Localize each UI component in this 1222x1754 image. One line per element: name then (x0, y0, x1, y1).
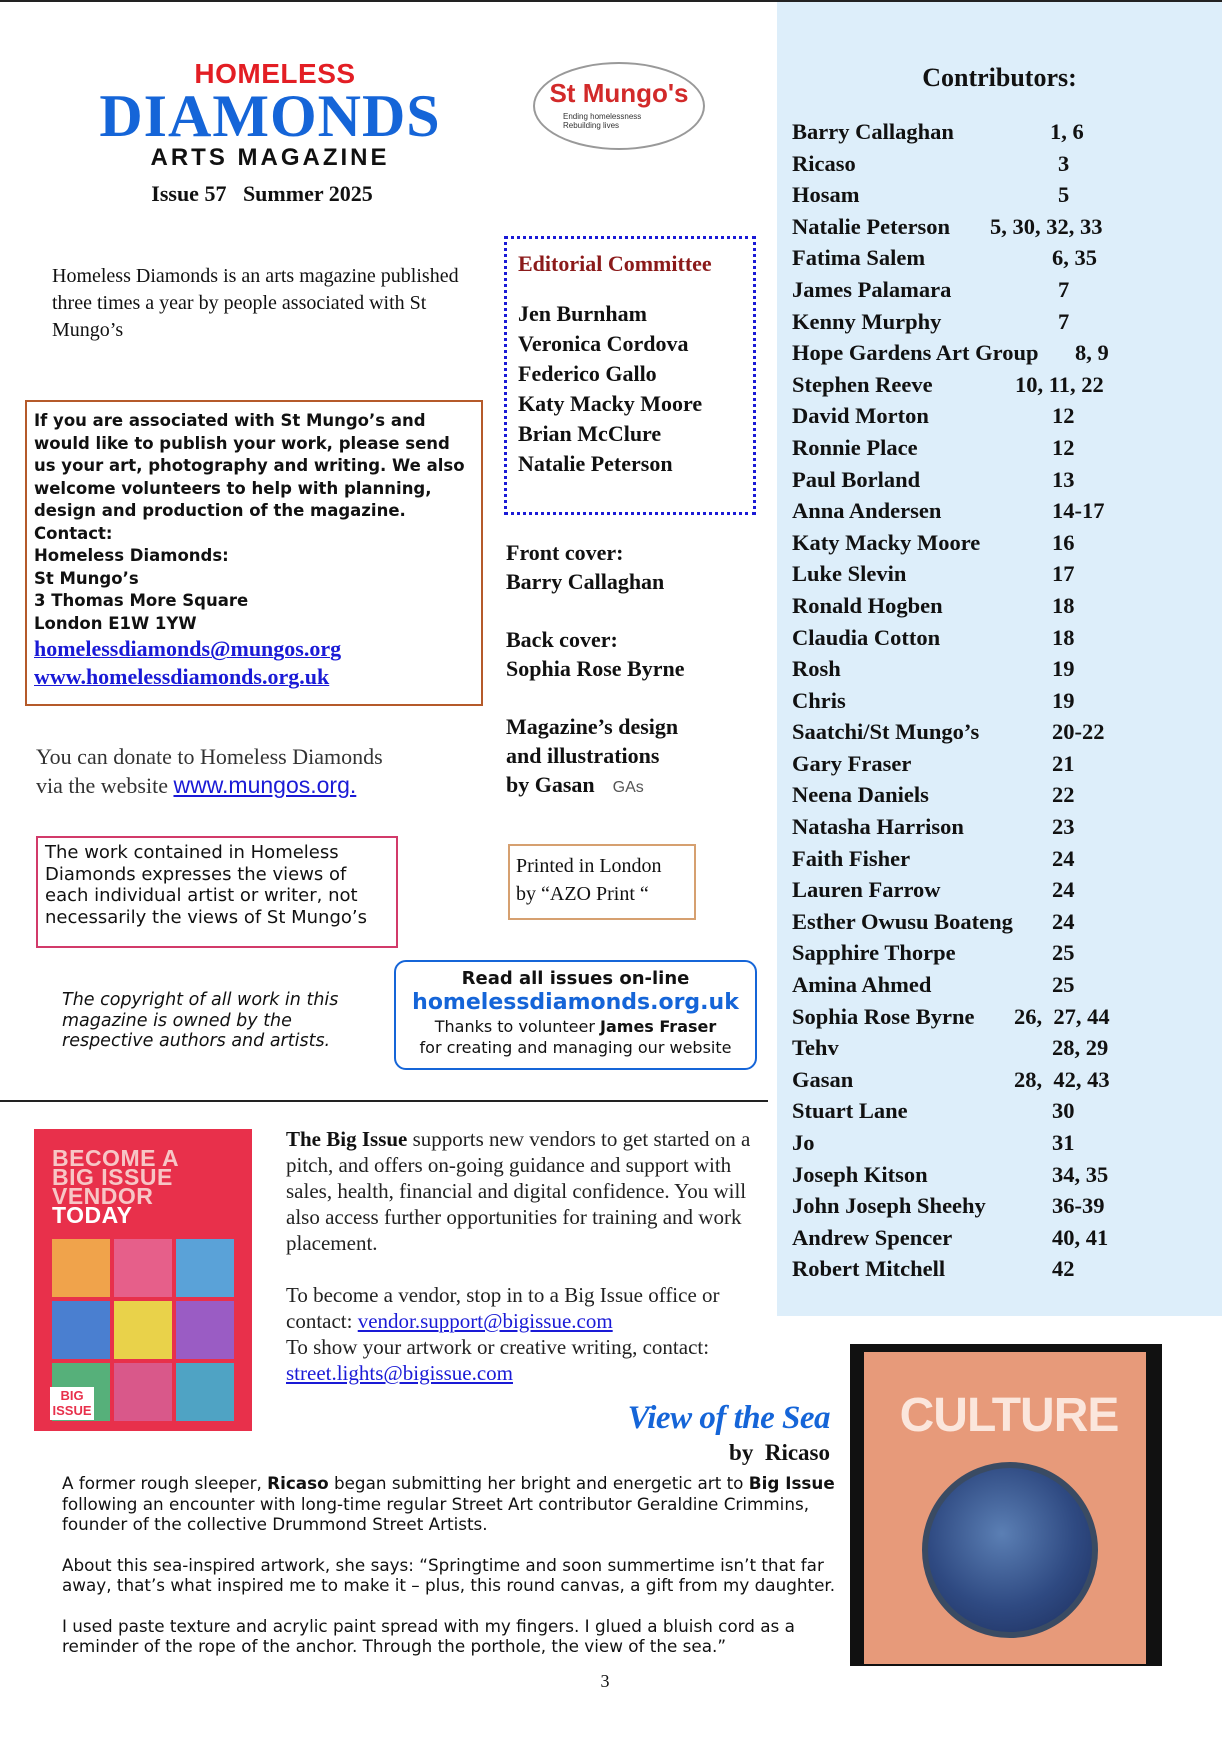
volunteer-thanks (400, 1016, 751, 1037)
contributor-row (792, 151, 1222, 183)
tagline-line: Ending homelessness (563, 112, 642, 121)
contributor-pages: 20-22 (1052, 719, 1105, 745)
contributor-row (792, 782, 1222, 814)
contributor-row (792, 561, 1222, 593)
contributor-pages: 21 (1052, 750, 1075, 776)
contributor-row (792, 877, 1222, 909)
contributor-pages: 5 (1058, 182, 1070, 208)
address-line: 3 Thomas More Square (34, 591, 249, 610)
contributor-pages: 12 (1052, 434, 1075, 460)
contributor-pages: 14-17 (1052, 498, 1105, 524)
vendor-photo (176, 1363, 234, 1421)
read-online-link[interactable]: homelessdiamonds.org.uk (412, 990, 739, 1015)
contributor-pages: 34, 35 (1052, 1161, 1109, 1187)
contributor-pages: 23 (1052, 814, 1075, 840)
contributor-name: Joseph Kitson (792, 1161, 928, 1187)
editorial-title: Editorial Committee (518, 251, 712, 276)
contributor-name: James Palamara (792, 276, 952, 302)
street-lights-email-link[interactable]: street.lights@bigissue.com (286, 1361, 513, 1385)
address-line: St Mungo’s (34, 568, 139, 588)
article-title: View of the Sea (627, 1400, 830, 1436)
contact-email-link[interactable]: homelessdiamonds@mungos.org (34, 636, 342, 661)
donate-line-2-text: via the website (36, 773, 174, 798)
contributor-pages: 7 (1058, 308, 1070, 334)
contributor-pages: 18 (1052, 624, 1075, 650)
contributor-name: Hosam (792, 182, 860, 208)
design-credit-name: by Gasan (506, 772, 595, 797)
contributor-row (792, 625, 1222, 657)
big-issue-para-1 (286, 1126, 776, 1256)
contributor-name: Jo (792, 1130, 815, 1155)
editorial-committee-box (504, 236, 756, 515)
contact-website-link[interactable]: www.homelessdiamonds.org.uk (34, 664, 330, 689)
magazine-page (864, 1352, 1146, 1664)
contributors-title: Contributors: (922, 63, 1077, 92)
contributor-row (792, 1004, 1222, 1036)
poster-headline-line: VENDOR (52, 1183, 154, 1209)
contributor-row (792, 909, 1222, 941)
contributor-name: Hope Gardens Art Group (792, 340, 1039, 366)
section-divider (0, 1100, 768, 1102)
contributor-row (792, 1225, 1222, 1257)
front-cover-label: Front cover: (506, 540, 624, 565)
contributor-pages: 31 (1052, 1130, 1075, 1155)
contributor-row (792, 340, 1222, 372)
contributor-row (792, 1162, 1222, 1194)
contributor-pages: 16 (1052, 529, 1075, 555)
p1-artist: Ricaso (267, 1473, 329, 1493)
back-cover-name: Sophia Rose Byrne (506, 656, 685, 681)
copyright-notice: The copyright of all work in this magazine is owned by the respective authors and artists. (62, 990, 339, 1051)
contributor-row (792, 498, 1222, 530)
read-online-box (394, 960, 757, 1070)
contributor-name: Saatchi/St Mungo’s (792, 719, 980, 745)
p1-text: began submitting her bright and energetic art to (328, 1473, 749, 1493)
printed-line: Printed in London (516, 855, 662, 877)
volunteer-name: James Fraser (600, 1017, 717, 1036)
contributor-name: David Morton (792, 403, 929, 429)
contributor-pages: 7 (1058, 276, 1070, 302)
contributor-name: Robert Mitchell (792, 1256, 946, 1282)
contributor-name: Barry Callaghan (792, 119, 954, 144)
design-credit-by (506, 770, 766, 802)
contributor-pages: 8, 9 (1075, 340, 1109, 366)
contributor-row (792, 593, 1222, 625)
contributor-name: Ricaso (792, 150, 856, 176)
donate-line-2 (36, 771, 466, 800)
contributor-name: Amina Ahmed (792, 972, 932, 998)
editorial-member: Brian McClure (518, 421, 662, 446)
design-credit: and illustrations (506, 743, 660, 768)
culture-magazine-photo (850, 1344, 1162, 1666)
contact-label: Contact: (34, 523, 113, 543)
contributor-row (792, 1035, 1222, 1067)
credits (506, 538, 766, 802)
contributor-name: John Joseph Sheehy (792, 1193, 986, 1219)
vendor-photo (114, 1301, 172, 1359)
volunteer-thanks-2: for creating and managing our website (419, 1038, 732, 1057)
read-online-title: Read all issues on-line (461, 968, 690, 989)
contributor-pages: 26, 27, 44 (1014, 1003, 1110, 1029)
contributor-row (792, 656, 1222, 688)
editorial-member: Federico Gallo (518, 361, 657, 386)
contributor-name: Rosh (792, 656, 841, 682)
contributor-pages: 42 (1052, 1256, 1075, 1282)
contributor-row (792, 814, 1222, 846)
poster-headline-line: BECOME A (52, 1145, 180, 1171)
article-body (62, 1473, 852, 1677)
contributor-pages: 13 (1052, 466, 1075, 492)
article-paragraph: About this sea-inspired artwork, she says: “Springtime and soon summertime isn’t that far away, that’s what inspired me to make it – plus, this round canvas, a gift from my daughter. (62, 1554, 836, 1595)
contributor-row (792, 1130, 1222, 1162)
views-disclaimer: The work contained in Homeless Diamonds expresses the views of each individual artist or writer, not necessarily the views of St Mungo’s (36, 836, 398, 948)
big-issue-para-2-text: To become a vendor, stop in to a Big Issue office or contact: (286, 1283, 725, 1333)
contributor-pages: 24 (1052, 877, 1075, 903)
page-number: 3 (600, 1671, 610, 1691)
contributor-row (792, 940, 1222, 972)
contributor-pages: 19 (1052, 687, 1075, 713)
vendor-photo (114, 1363, 172, 1421)
big-issue-para-3: To show your artwork or creative writing, contact: (286, 1335, 710, 1359)
p1-text: following an encounter with long-time regular Street Art contributor Geraldine Crimmins, founder of the collective Drummond Street Artists. (62, 1493, 810, 1534)
contributor-row (792, 119, 1222, 151)
contributor-name: Sophia Rose Byrne (792, 1003, 975, 1029)
st-mungos-logo-name: St Mungo's (549, 78, 689, 108)
big-issue-logo-text: ISSUE (52, 1403, 92, 1418)
contributor-row (792, 435, 1222, 467)
contributor-name: Claudia Cotton (792, 624, 941, 650)
contributor-row (792, 1256, 1222, 1288)
editorial-member: Katy Macky Moore (518, 391, 703, 416)
masthead-arts-magazine: ARTS MAGAZINE (150, 144, 390, 171)
vendor-photo (176, 1239, 234, 1297)
contributor-name: Luke Slevin (792, 561, 907, 587)
contributor-pages: 40, 41 (1052, 1224, 1109, 1250)
contributor-row (792, 245, 1222, 277)
masthead-diamonds: DIAMONDS (99, 83, 441, 149)
contributor-name: Lauren Farrow (792, 877, 941, 903)
contributor-row (792, 688, 1222, 720)
contributor-row (792, 1193, 1222, 1225)
contact-invitation: If you are associated with St Mungo’s and would like to publish your work, please send us your art, photography and writing. We also welcome volunteers to help with planning, design and production of the magazine. (34, 411, 465, 520)
contributor-pages: 24 (1052, 908, 1075, 934)
article-paragraph: I used paste texture and acrylic paint spread with my fingers. I glued a bluish cord as a reminder of the rope of the anchor. Through the porthole, the view of the sea.” (62, 1615, 795, 1656)
big-issue-article (286, 1126, 776, 1386)
contributor-row (792, 403, 1222, 435)
poster-headline-line: TODAY (52, 1202, 133, 1228)
big-issue-poster-image (34, 1129, 252, 1431)
contributor-row (792, 972, 1222, 1004)
vendor-photo (114, 1239, 172, 1297)
contributor-row (792, 530, 1222, 562)
contributor-name: Stuart Lane (792, 1098, 908, 1124)
contributor-pages: 25 (1052, 940, 1075, 966)
contributor-pages: 17 (1052, 561, 1075, 587)
contributor-pages: 22 (1052, 782, 1075, 808)
p1-text: A former rough sleeper, (62, 1473, 268, 1493)
contributor-pages: 19 (1052, 656, 1075, 682)
contributor-pages: 5, 30, 32, 33 (990, 213, 1103, 239)
editorial-member: Veronica Cordova (518, 331, 689, 356)
culture-heading: CULTURE (899, 1389, 1119, 1442)
contributor-name: Sapphire Thorpe (792, 940, 956, 966)
contributor-row (792, 1067, 1222, 1099)
article-paragraph (62, 1473, 852, 1535)
contributor-name: Paul Borland (792, 466, 921, 492)
big-issue-para-1-text: supports new vendors to get started on a pitch, and offers on-going guidance and support with sales, health, financial and digital confidence. You will also access further opportunities for training and work placement. (286, 1127, 751, 1255)
contributor-row (792, 214, 1222, 246)
contributor-name: Stephen Reeve (792, 371, 933, 397)
contributor-pages: 1, 6 (1050, 119, 1084, 144)
contributor-row (792, 309, 1222, 341)
contributor-pages: 30 (1052, 1098, 1075, 1124)
editorial-member: Jen Burnham (518, 301, 647, 326)
st-mungos-logo-tagline (563, 112, 683, 130)
contributor-row (792, 182, 1222, 214)
contributor-name: Fatima Salem (792, 245, 926, 271)
contributor-name: Chris (792, 687, 846, 713)
contributor-row (792, 751, 1222, 783)
contributor-name: Natalie Peterson (792, 213, 951, 239)
address-line: London E1W 1YW (34, 613, 197, 633)
big-issue-brand: The Big Issue (286, 1127, 408, 1151)
tagline-line: Rebuilding lives (563, 121, 620, 130)
donate-text (36, 742, 466, 800)
masthead-homeless: HOMELESS (194, 58, 356, 89)
contributor-row (792, 467, 1222, 499)
contributor-name: Esther Owusu Boateng (792, 908, 1013, 934)
back-cover-label: Back cover: (506, 627, 618, 652)
contributor-name: Gasan (792, 1066, 854, 1092)
printed-line: by “AZO Print “ (516, 883, 649, 905)
contributor-pages: 25 (1052, 972, 1075, 998)
contributor-pages: 28, 29 (1052, 1035, 1109, 1061)
intro-text: Homeless Diamonds is an arts magazine published three times a year by people associated with St Mungo’s (52, 265, 459, 341)
article-byline: by Ricaso (729, 1440, 830, 1465)
contributor-name: Natasha Harrison (792, 814, 964, 840)
big-issue-para-2 (286, 1282, 776, 1334)
editorial-member: Natalie Peterson (518, 451, 673, 476)
contributor-name: Kenny Murphy (792, 308, 942, 334)
donate-line-1: You can donate to Homeless Diamonds (36, 744, 383, 769)
issue-line: Issue 57 Summer 2025 (151, 181, 373, 206)
contributor-pages: 12 (1052, 403, 1075, 429)
gasan-signature: GAs (612, 779, 644, 796)
poster-headline-line: BIG ISSUE (52, 1164, 173, 1190)
poster-headline (52, 1145, 242, 1228)
big-issue-logo (50, 1387, 94, 1420)
contributor-pages: 3 (1058, 150, 1070, 176)
vendor-photo (176, 1301, 234, 1359)
thanks-text: Thanks to volunteer (434, 1017, 601, 1036)
st-mungos-logo (533, 62, 705, 150)
p1-big-issue: Big Issue (748, 1473, 835, 1493)
contributor-name: Faith Fisher (792, 845, 911, 871)
design-credit: Magazine’s design (506, 714, 679, 739)
contributor-pages: 10, 11, 22 (1015, 371, 1104, 397)
contributor-row (792, 1098, 1222, 1130)
contributor-pages: 18 (1052, 592, 1075, 618)
contact-box (25, 400, 483, 706)
contributor-row (792, 372, 1222, 404)
contributor-name: Andrew Spencer (792, 1224, 953, 1250)
printed-by-box (508, 844, 696, 920)
contributor-name: Anna Andersen (792, 498, 942, 524)
vendor-photo (52, 1239, 110, 1297)
contributor-name: Katy Macky Moore (792, 529, 981, 555)
sea-porthole-artwork (922, 1462, 1098, 1638)
front-cover-name: Barry Callaghan (506, 569, 665, 594)
contributor-pages: 36-39 (1052, 1193, 1105, 1219)
contributor-pages: 6, 35 (1052, 245, 1097, 271)
address-line: Homeless Diamonds: (34, 546, 229, 565)
contributor-row (792, 719, 1222, 751)
donate-link[interactable]: www.mungos.org. (173, 772, 357, 798)
contributor-name: Ronald Hogben (792, 592, 943, 618)
contributor-name: Tehv (792, 1035, 839, 1061)
contributors-list (792, 119, 1222, 1288)
big-issue-logo-text: BIG (60, 1388, 84, 1403)
contributor-row (792, 277, 1222, 309)
vendor-photo (52, 1301, 110, 1359)
contributor-name: Neena Daniels (792, 782, 929, 808)
contributor-name: Ronnie Place (792, 434, 918, 460)
contributor-pages: 24 (1052, 845, 1075, 871)
contributor-row (792, 846, 1222, 878)
contributor-name: Gary Fraser (792, 750, 912, 776)
contributor-pages: 28, 42, 43 (1014, 1066, 1110, 1092)
vendor-support-email-link[interactable]: vendor.support@bigissue.com (357, 1309, 613, 1333)
